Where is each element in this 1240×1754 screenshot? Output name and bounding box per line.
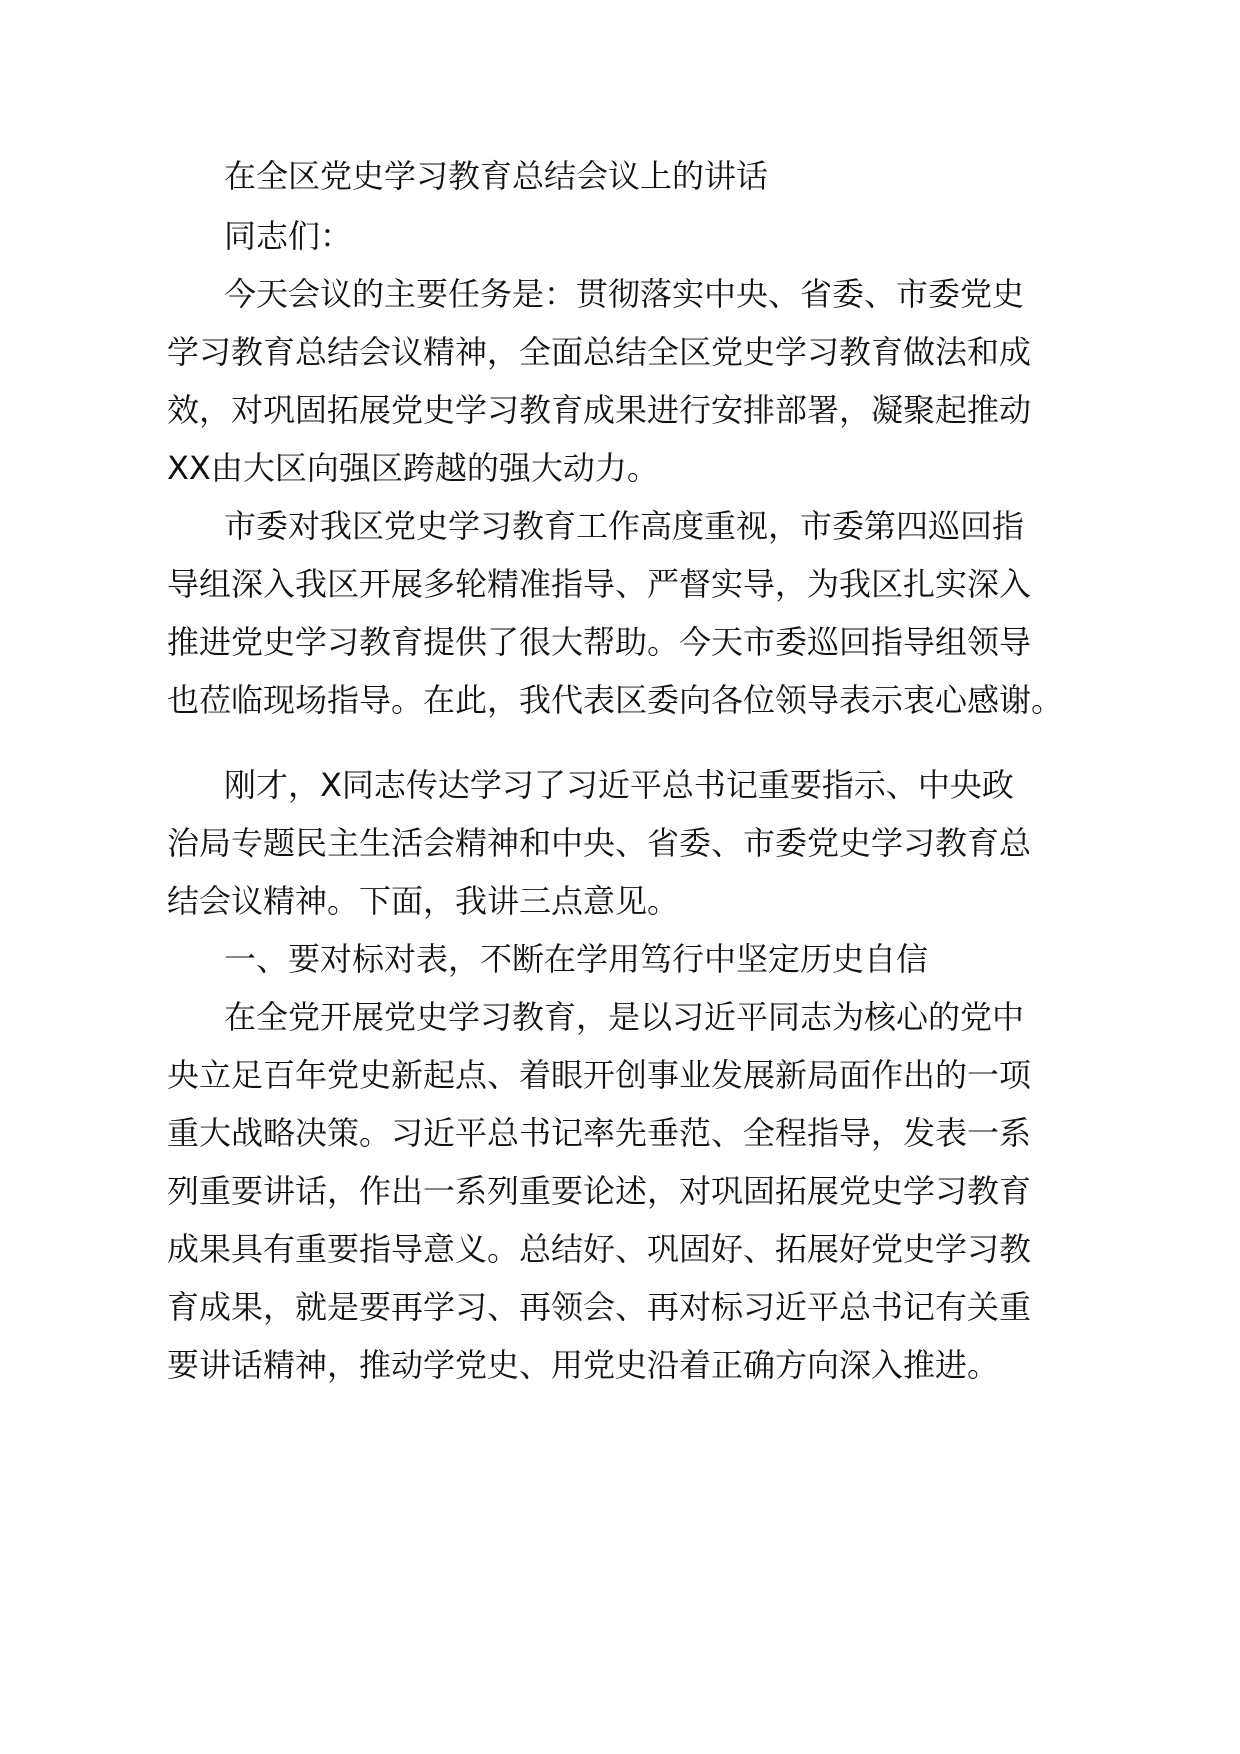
paragraph-line: 要讲话精神，推动学党史、用党史沿着正确方向深入推进。 (167, 1346, 1000, 1384)
document-title: 在全区党史学习教育总结会议上的讲话 (224, 157, 769, 195)
paragraph-line: 央立足百年党史新起点、着眼开创事业发展新局面作出的一项 (167, 1056, 1032, 1094)
paragraph-line: 育成果，就是要再学习、再领会、再对标习近平总书记有关重 (167, 1288, 1032, 1326)
paragraph-line: 今天会议的主要任务是：贯彻落实中央、省委、市委党史 (224, 275, 1025, 313)
paragraph-line: 成果具有重要指导意义。总结好、巩固好、拓展好党史学习教 (167, 1230, 1032, 1268)
paragraph-line: 重大战略决策。习近平总书记率先垂范、全程指导，发表一系 (167, 1114, 1032, 1152)
paragraph-line: 效，对巩固拓展党史学习教育成果进行安排部署，凝聚起推动 (167, 391, 1032, 429)
paragraph-line: 结会议精神。下面，我讲三点意见。 (167, 882, 680, 920)
paragraph-line: 列重要讲话，作出一系列重要论述，对巩固拓展党史学习教育 (167, 1172, 1032, 1210)
paragraph-line: 导组深入我区开展多轮精准指导、严督实导，为我区扎实深入 (167, 565, 1032, 603)
paragraph-line: 也莅临现场指导。在此，我代表区委向各位领导表示衷心感谢。 (167, 681, 1064, 719)
paragraph-line: 刚才，X同志传达学习了习近平总书记重要指示、中央政 (224, 766, 1014, 804)
greeting: 同志们： (224, 217, 353, 255)
paragraph-line: 在全党开展党史学习教育，是以习近平同志为核心的党中 (224, 998, 1025, 1036)
paragraph-line: XX由大区向强区跨越的强大动力。 (167, 449, 659, 487)
paragraph-line: 推进党史学习教育提供了很大帮助。今天市委巡回指导组领导 (167, 623, 1032, 661)
paragraph-line: 治局专题民主生活会精神和中央、省委、市委党史学习教育总 (167, 824, 1032, 862)
paragraph-line: 市委对我区党史学习教育工作高度重视，市委第四巡回指 (224, 507, 1025, 545)
section-heading: 一、要对标对表，不断在学用笃行中坚定历史自信 (224, 940, 929, 978)
paragraph-line: 学习教育总结会议精神，全面总结全区党史学习教育做法和成 (167, 333, 1032, 371)
